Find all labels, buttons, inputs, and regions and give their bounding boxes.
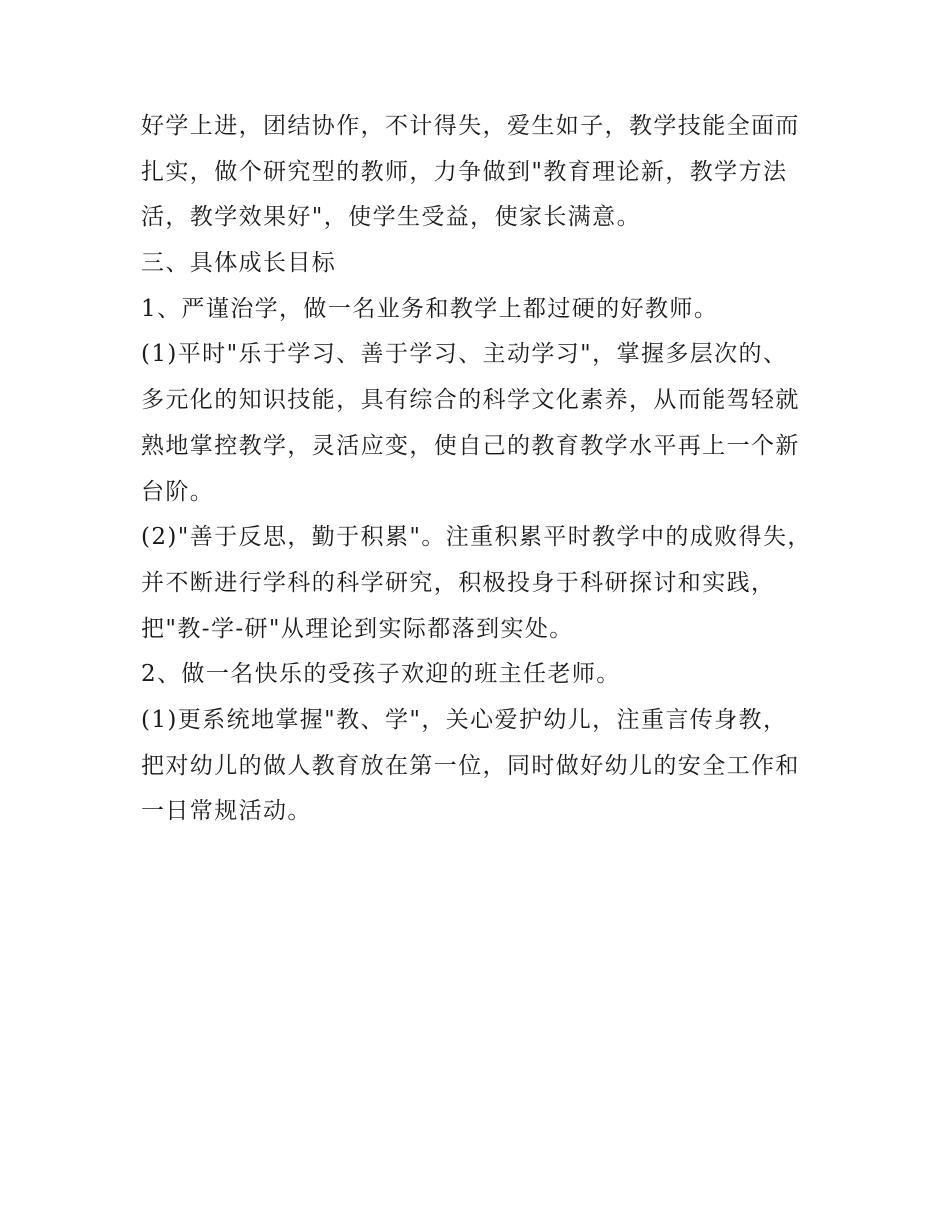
paragraph-line: (1)平时"乐于学习、善于学习、主动学习"，掌握多层次的、 — [141, 341, 788, 368]
paragraph-line: 并不断进行学科的科学研究，积极投身于科研探讨和实践， — [141, 569, 776, 596]
paragraph-line: 活，教学效果好"，使学生受益，使家长满意。 — [141, 204, 641, 231]
goal-heading: 2、做一名快乐的受孩子欢迎的班主任老师。 — [141, 661, 621, 688]
paragraph-line: 扎实，做个研究型的教师，力争做到"教育理论新，教学方法 — [141, 158, 788, 185]
paragraph-line: 台阶。 — [141, 478, 215, 505]
section-heading: 三、具体成长目标 — [141, 250, 337, 277]
paragraph-line: 熟地掌控教学，灵活应变，使自己的教育教学水平再上一个新 — [141, 432, 800, 459]
paragraph-line: 把"教-学-研"从理论到实际都落到实处。 — [141, 615, 574, 642]
paragraph-line: 一日常规活动。 — [141, 798, 312, 825]
paragraph-line: (2)"善于反思，勤于积累"。注重积累平时教学中的成败得失， — [141, 524, 812, 551]
paragraph-line: 好学上进，团结协作，不计得失，爱生如子，教学技能全面而 — [141, 113, 800, 139]
paragraph-line: (1)更系统地掌握"教、学"，关心爱护幼儿，注重言传身教， — [141, 706, 788, 733]
goal-heading: 1、严谨治学，做一名业务和教学上都过硬的好教师。 — [141, 295, 719, 322]
document-body — [141, 104, 831, 835]
paragraph-line: 把对幼儿的做人教育放在第一位，同时做好幼儿的安全工作和 — [141, 752, 800, 779]
paragraph-line: 多元化的知识技能，具有综合的科学文化素养，从而能驾轻就 — [141, 387, 800, 414]
